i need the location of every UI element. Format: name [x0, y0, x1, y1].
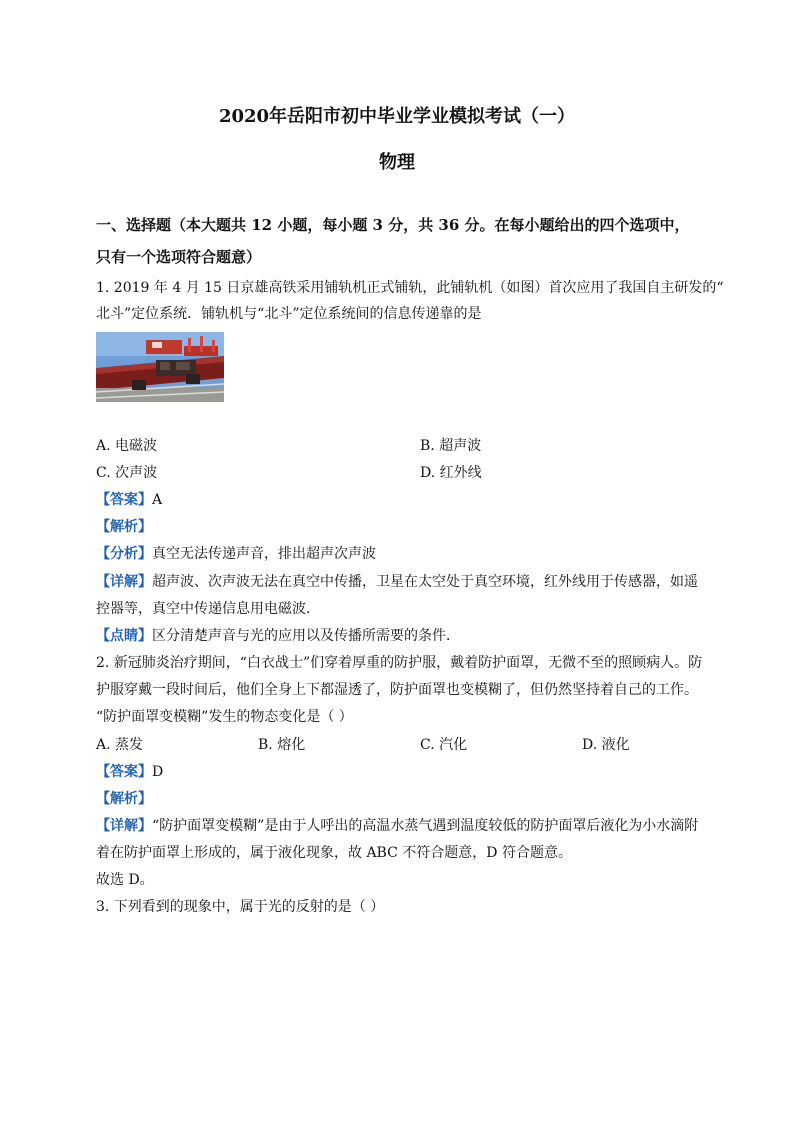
q1-detail-line1 [96, 572, 706, 592]
q1-stem-line1: 1. 2019 年 4 月 15 日京雄高铁采用铺轨机正式铺轨，此铺轨机（如图）首次应用了我国自主研发的“ [96, 280, 724, 296]
analysis-tag: 【解析】 [96, 519, 152, 535]
analysis-tag: 【解析】 [96, 791, 152, 807]
q1-stem-line2: 北斗”定位系统．铺轨机与“北斗”定位系统间的信息传递靠的是 [96, 306, 482, 322]
section-heading-line2: 只有一个选项符合题意） [96, 248, 262, 266]
q1-analysis-line [96, 517, 706, 537]
answer-tag: 【答案】 [96, 764, 152, 780]
fenxi-tag: 【分析】 [96, 546, 152, 562]
detail-tag: 【详解】 [96, 574, 152, 590]
q2-conclusion: 故选 D。 [96, 872, 154, 888]
q2-stem-line3: “防护面罩变模糊”发生的物态变化是（ ） [96, 709, 353, 725]
q1-point-text: 区分清楚声音与光的应用以及传播所需要的条件． [152, 628, 460, 644]
q2-option-b: B. 熔化 [258, 737, 306, 753]
q2-detail-line1 [96, 816, 706, 836]
q2-option-d: D. 液化 [582, 737, 630, 753]
q1-option-b: B. 超声波 [420, 438, 482, 454]
point-tag: 【点睛】 [96, 628, 152, 644]
q2-detail-line2: 着在防护面罩上形成的，属于液化现象，故 ABC 不符合题意，D 符合题意。 [96, 845, 572, 861]
q1-answer-line [96, 490, 706, 510]
detail-tag: 【详解】 [96, 818, 152, 834]
q1-fenxi-text: 真空无法传递声音，排出超声次声波 [152, 546, 376, 562]
q1-answer: A [152, 492, 163, 508]
q1-option-c: C. 次声波 [96, 465, 158, 481]
q1-fenxi-line [96, 544, 706, 564]
q2-option-a: A. 蒸发 [96, 737, 144, 753]
q2-answer-line [96, 762, 706, 782]
q2-stem-line1: 2. 新冠肺炎治疗期间，“白衣战士”们穿着厚重的防护服，戴着防护面罩，无微不至的照顾病人。防 [96, 655, 703, 671]
q1-point-line [96, 626, 706, 646]
q2-stem-line2: 护服穿戴一段时间后，他们全身上下都湿透了，防护面罩也变模糊了，但仍然坚持着自己的工作。 [96, 682, 698, 698]
q1-option-d: D. 红外线 [420, 465, 482, 481]
exam-subject: 物理 [379, 152, 415, 173]
q2-detail-text1: “防护面罩变模糊”是由于人呼出的高温水蒸气遇到温度较低的防护面罩后液化为小水滴附 [152, 818, 699, 834]
q2-option-c: C. 汽化 [420, 737, 468, 753]
q1-detail-text1: 超声波、次声波无法在真空中传播，卫星在太空处于真空环境，红外线用于传感器，如遥 [152, 574, 698, 590]
q2-answer: D [152, 764, 164, 780]
q3-stem-line1: 3. 下列看到的现象中，属于光的反射的是（ ） [96, 899, 385, 915]
q2-analysis-line [96, 789, 706, 809]
q1-option-a: A. 电磁波 [96, 438, 158, 454]
q1-detail-line2: 控器等，真空中传递信息用电磁波． [96, 601, 320, 617]
answer-tag: 【答案】 [96, 492, 152, 508]
exam-title: 2020年岳阳市初中毕业学业模拟考试（一） [218, 106, 576, 127]
track-laying-machine-image [96, 332, 224, 402]
section-heading-line1: 一、选择题（本大题共 12 小题，每小题 3 分，共 36 分。在每小题给出的四个选项中， [96, 216, 690, 234]
